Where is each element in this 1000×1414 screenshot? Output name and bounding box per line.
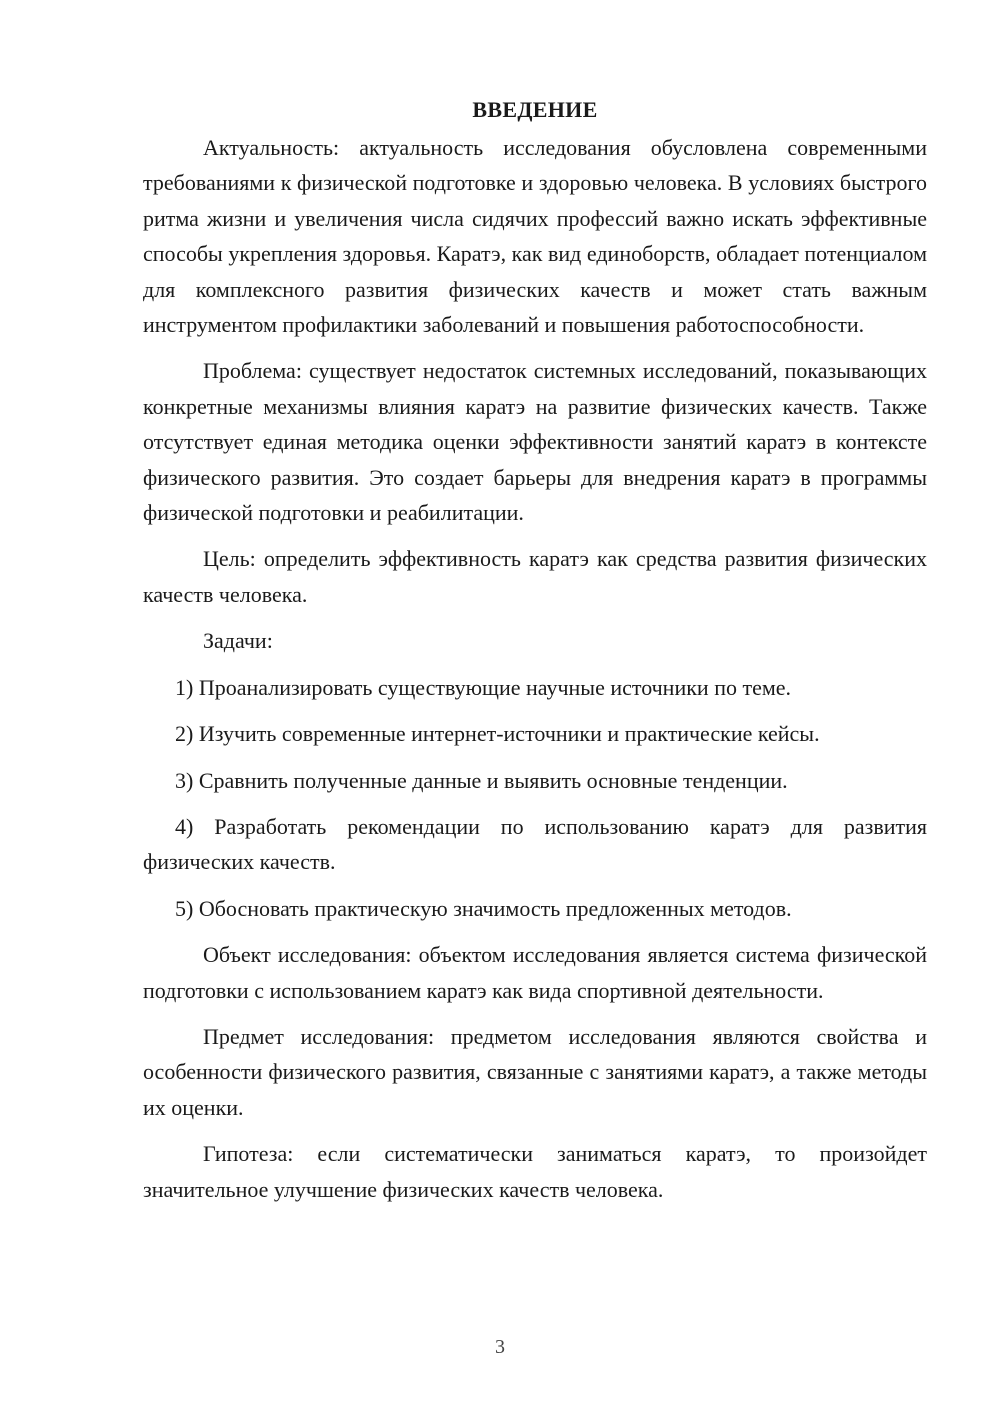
task-item: 1) Проанализировать существующие научные источники по теме. <box>175 674 792 700</box>
task-item: 3) Сравнить полученные данные и выявить основные тенденции. <box>175 767 788 793</box>
task-item: 4) Разработать рекомендации по использованию каратэ для развития физических качеств. <box>143 813 927 875</box>
paragraph-hypothesis: Гипотеза: если систематически заниматься каратэ, то произойдет значительное улучшение физических качеств человека. <box>143 1141 927 1202</box>
task-item: 5) Обосновать практическую значимость предложенных методов. <box>175 895 792 921</box>
paragraph-object: Объект исследования: объектом исследования является система физической подготовки с использованием каратэ как вида спортивной деятельности. <box>143 942 927 1003</box>
tasks-list <box>143 670 927 926</box>
page-title: ВВЕДЕНИЕ <box>472 97 598 122</box>
paragraph-goal: Цель: определить эффективность каратэ как средства развития физических качеств человека. <box>143 546 927 607</box>
page-number: 3 <box>495 1336 505 1358</box>
paragraph-problem: Проблема: существует недостаток системных исследований, показывающих конкретные механизмы влияния каратэ на развитие физических качеств. Также отсутствует единая методика оценки эффективности занятий каратэ в контексте физического развития. Это создает барьеры для внедрения каратэ в программы физической подготовки и реабилитации. <box>143 358 927 526</box>
paragraph-relevance: Актуальность: актуальность исследования обусловлена современными требованиями к физической подготовке и здоровью человека. В условиях быстрого ритма жизни и увеличения числа сидячих профессий важно искать эффективные способы укрепления здоровья. Каратэ, как вид единоборств, обладает потенциалом для комплексного развития физических качеств и может стать важным инструментом профилактики заболеваний и повышения работоспособности. <box>143 135 927 338</box>
paragraph-subject: Предмет исследования: предметом исследования являются свойства и особенности физического развития, связанные с занятиями каратэ, а также методы их оценки. <box>143 1023 927 1120</box>
tasks-heading: Задачи: <box>203 628 273 654</box>
task-item: 2) Изучить современные интернет-источники и практические кейсы. <box>175 721 820 747</box>
document-page <box>143 96 927 1218</box>
